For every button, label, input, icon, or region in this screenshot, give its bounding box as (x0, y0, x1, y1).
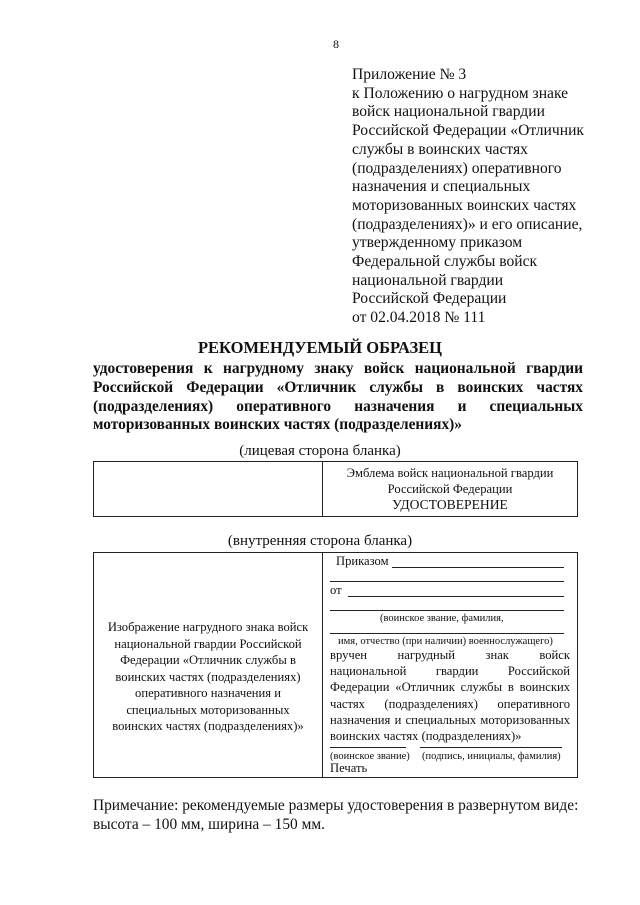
badge-image-line: Федерации «Отличник службы в (120, 653, 296, 667)
inner-side-form (93, 552, 578, 778)
note-line: Примечание: рекомендуемые размеры удостоверения в развернутом виде: (93, 797, 579, 814)
order-blank-line (392, 567, 564, 568)
form-divider (322, 553, 323, 777)
front-side-form (93, 461, 578, 517)
signature-line (420, 747, 562, 748)
awarded-line: частях (подразделениях) оперативного (330, 696, 570, 711)
appendix-line: национальной гвардии (352, 271, 504, 289)
rank-name-hint: (воинское звание, фамилия, (380, 613, 504, 624)
from-label: от (330, 583, 342, 597)
inner-right-panel (330, 553, 570, 777)
appendix-line: от 02.04.2018 № 111 (352, 309, 486, 327)
order-label: Приказом (336, 554, 389, 568)
subtitle-line: удостоверения к нагрудному знаку войск национальной гвардии (93, 360, 583, 377)
badge-image-line: воинских частях (подразделениях) (115, 669, 301, 684)
page-number: 8 (333, 37, 339, 51)
appendix-line: Российской Федерации (352, 290, 507, 308)
appendix-line: Российской Федерации «Отличник (352, 122, 585, 140)
badge-image-line: воинских частях (подразделениях)» (112, 719, 304, 733)
appendix-line: Федеральной службы войск (352, 253, 538, 271)
badge-image-placeholder (98, 619, 318, 735)
appendix-line: моторизованных воинских частях (352, 196, 577, 214)
patronymic-hint: имя, отчество (при наличии) военнослужащего) (338, 636, 553, 647)
badge-image-line: оперативного назначения и (135, 686, 281, 700)
awarded-line: назначения и специальных моторизованных (330, 712, 570, 727)
rank-signature-line (330, 747, 406, 748)
blank-line (330, 581, 564, 582)
sample-title: РЕКОМЕНДУЕМЫЙ ОБРАЗЕЦ (197, 338, 443, 357)
sample-subtitle (93, 360, 583, 435)
appendix-line: назначения и специальных (352, 178, 531, 196)
appendix-line: войск национальной гвардии (352, 103, 545, 121)
subtitle-line: моторизованных воинских частях (подразделениях)» (93, 416, 462, 434)
appendix-line: утвержденному приказом (352, 234, 523, 252)
appendix-line: службы в воинских частях (352, 140, 528, 158)
appendix-block (352, 66, 614, 328)
front-emblem-text: Эмблема войск национальной гвардии (346, 466, 554, 480)
note-block (93, 796, 593, 834)
inner-side-caption: (внутренняя сторона бланка) (227, 533, 413, 549)
from-blank-line (348, 596, 564, 597)
rank-signature-hint: (воинское звание) (330, 751, 410, 762)
front-certificate-title: УДОСТОВЕРЕНИЕ (392, 497, 508, 512)
front-side-caption: (лицевая сторона бланка) (239, 443, 401, 459)
awarded-line: национальной гвардии Российской (330, 664, 570, 679)
badge-image-line: национальной гвардии Российской (114, 636, 302, 651)
badge-image-line: специальных моторизованных (126, 702, 290, 717)
appendix-line: к Положению о нагрудном знаке (352, 84, 569, 102)
seal-label: Печать (330, 761, 368, 775)
subtitle-line: Российской Федерации «Отличник службы в воинских частях (93, 378, 583, 396)
blank-line (330, 610, 564, 611)
front-country-text: Российской Федерации (387, 482, 513, 496)
appendix-line: (подразделениях) оперативного (352, 159, 562, 177)
badge-image-line: Изображение нагрудного знака войск (107, 620, 309, 634)
blank-line (330, 633, 564, 634)
front-right-panel (323, 465, 577, 513)
appendix-line: Приложение № 3 (352, 66, 467, 83)
awarded-line: Федерации «Отличник службы в воинских (330, 680, 570, 695)
note-line: высота – 100 мм, ширина – 150 мм. (93, 816, 325, 833)
awarded-line: вручен нагрудный знак войск (330, 648, 570, 662)
awarded-text (330, 647, 570, 744)
appendix-line: (подразделениях)» и его описание, (352, 215, 583, 233)
subtitle-line: (подразделениях) оперативного назначения и специальных (93, 397, 583, 415)
signature-hint: (подпись, инициалы, фамилия) (422, 751, 561, 762)
awarded-line: воинских частях (подразделениях)» (330, 729, 522, 744)
